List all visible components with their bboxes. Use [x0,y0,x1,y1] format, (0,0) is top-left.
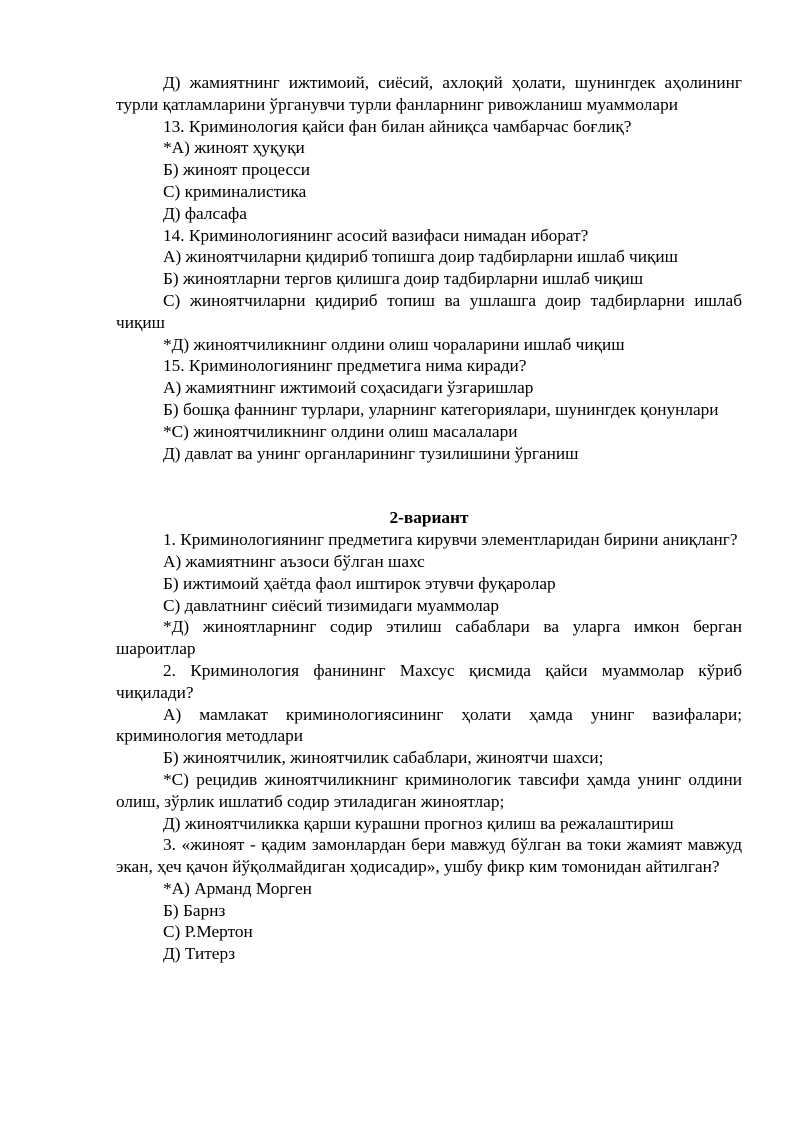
v-question-2: 2. Криминология фанининг Махсус қисмида қайси муаммолар кўриб чиқилади? [116,660,742,702]
v3-option-d: Д) Титерз [163,944,236,964]
v2-option-c: *С) рецидив жиноятчиликнинг криминологик тавсифи ҳамда унинг олдини олиш, зўрлик ишлатиб содир этиладиган жиноятлар; [116,769,742,811]
v1-option-d: *Д) жиноятларнинг содир этилиш сабаблари ва уларга имкон берган шароитлар [116,617,742,659]
v2-option-a: А) мамлакат криминологиясининг ҳолати ҳамда унинг вазифалари; криминология методлари [116,704,742,746]
document-page [116,72,742,965]
v1-option-a: А) жамиятнинг аъзоси бўлган шахс [163,551,425,571]
v1-option-c: С) давлатнинг сиёсий тизимидаги муаммолар [163,595,500,615]
q15-option-b: Б) бошқа фаннинг турлари, уларнинг категориялари, шунингдек қонунлари [163,399,719,419]
v-question-1: 1. Криминологиянинг предметига кирувчи элементларидан бирини аниқланг? [163,530,738,550]
q13-option-c: С) криминалистика [163,181,307,201]
q15-option-a: А) жамиятнинг ижтимоий соҳасидаги ўзгаришлар [163,378,534,398]
q14-option-d: *Д) жиноятчиликнинг олдини олиш чораларини ишлаб чиқиш [163,334,625,354]
v2-option-b: Б) жиноятчилик, жиноятчилик сабаблари, жиноятчи шахси; [163,748,604,768]
q15-option-d: Д) давлат ва унинг органларининг тузилишини ўрганиш [163,443,579,463]
v3-option-c: С) Р.Мертон [163,922,253,942]
question-13: 13. Криминология қайси фан билан айниқса чамбарчас боғлиқ? [163,116,632,136]
question-15: 15. Криминологиянинг предметига нима киради? [163,356,527,376]
q13-option-d: Д) фалсафа [163,203,247,223]
section-gap [116,464,742,507]
q13-option-b: Б) жиноят процесси [163,160,311,180]
v3-option-a: *А) Арманд Морген [163,878,312,898]
v3-option-b: Б) Барнз [163,900,226,920]
variant-heading: 2-вариант [389,508,469,528]
q15-option-c: *С) жиноятчиликнинг олдини олиш масалалари [163,421,518,441]
v2-option-d: Д) жиноятчиликка қарши курашни прогноз қилиш ва режалаштириш [163,813,674,833]
question-14: 14. Криминологиянинг асосий вазифаси нимадан иборат? [163,225,589,245]
q14-option-a: А) жиноятчиларни қидириб топишга доир тадбирларни ишлаб чиқиш [163,247,678,267]
answer-d-line: Д) жамиятнинг ижтимоий, сиёсий, ахлоқий ҳолати, шунингдек аҳолининг турли қатламларини ўрганувчи турли фанларнинг ривожланиш муаммолари [116,73,742,114]
q14-option-c: С) жиноятчиларни қидириб топиш ва ушлашга доир тадбирларни ишлаб чиқиш [116,290,742,332]
q14-option-b: Б) жиноятларни тергов қилишга доир тадбирларни ишлаб чиқиш [163,269,644,289]
q13-option-a: *А) жиноят ҳуқуқи [163,138,305,158]
v1-option-b: Б) ижтимоий ҳаётда фаол иштирок этувчи фуқаролар [163,573,556,593]
v-question-3: 3. «жиноят - қадим замонлардан бери мавжуд бўлган ва токи жамият мавжуд экан, ҳеч қачон йўқолмайдиган ҳодисадир», ушбу фикр ким томонидан айтилган? [116,835,742,877]
